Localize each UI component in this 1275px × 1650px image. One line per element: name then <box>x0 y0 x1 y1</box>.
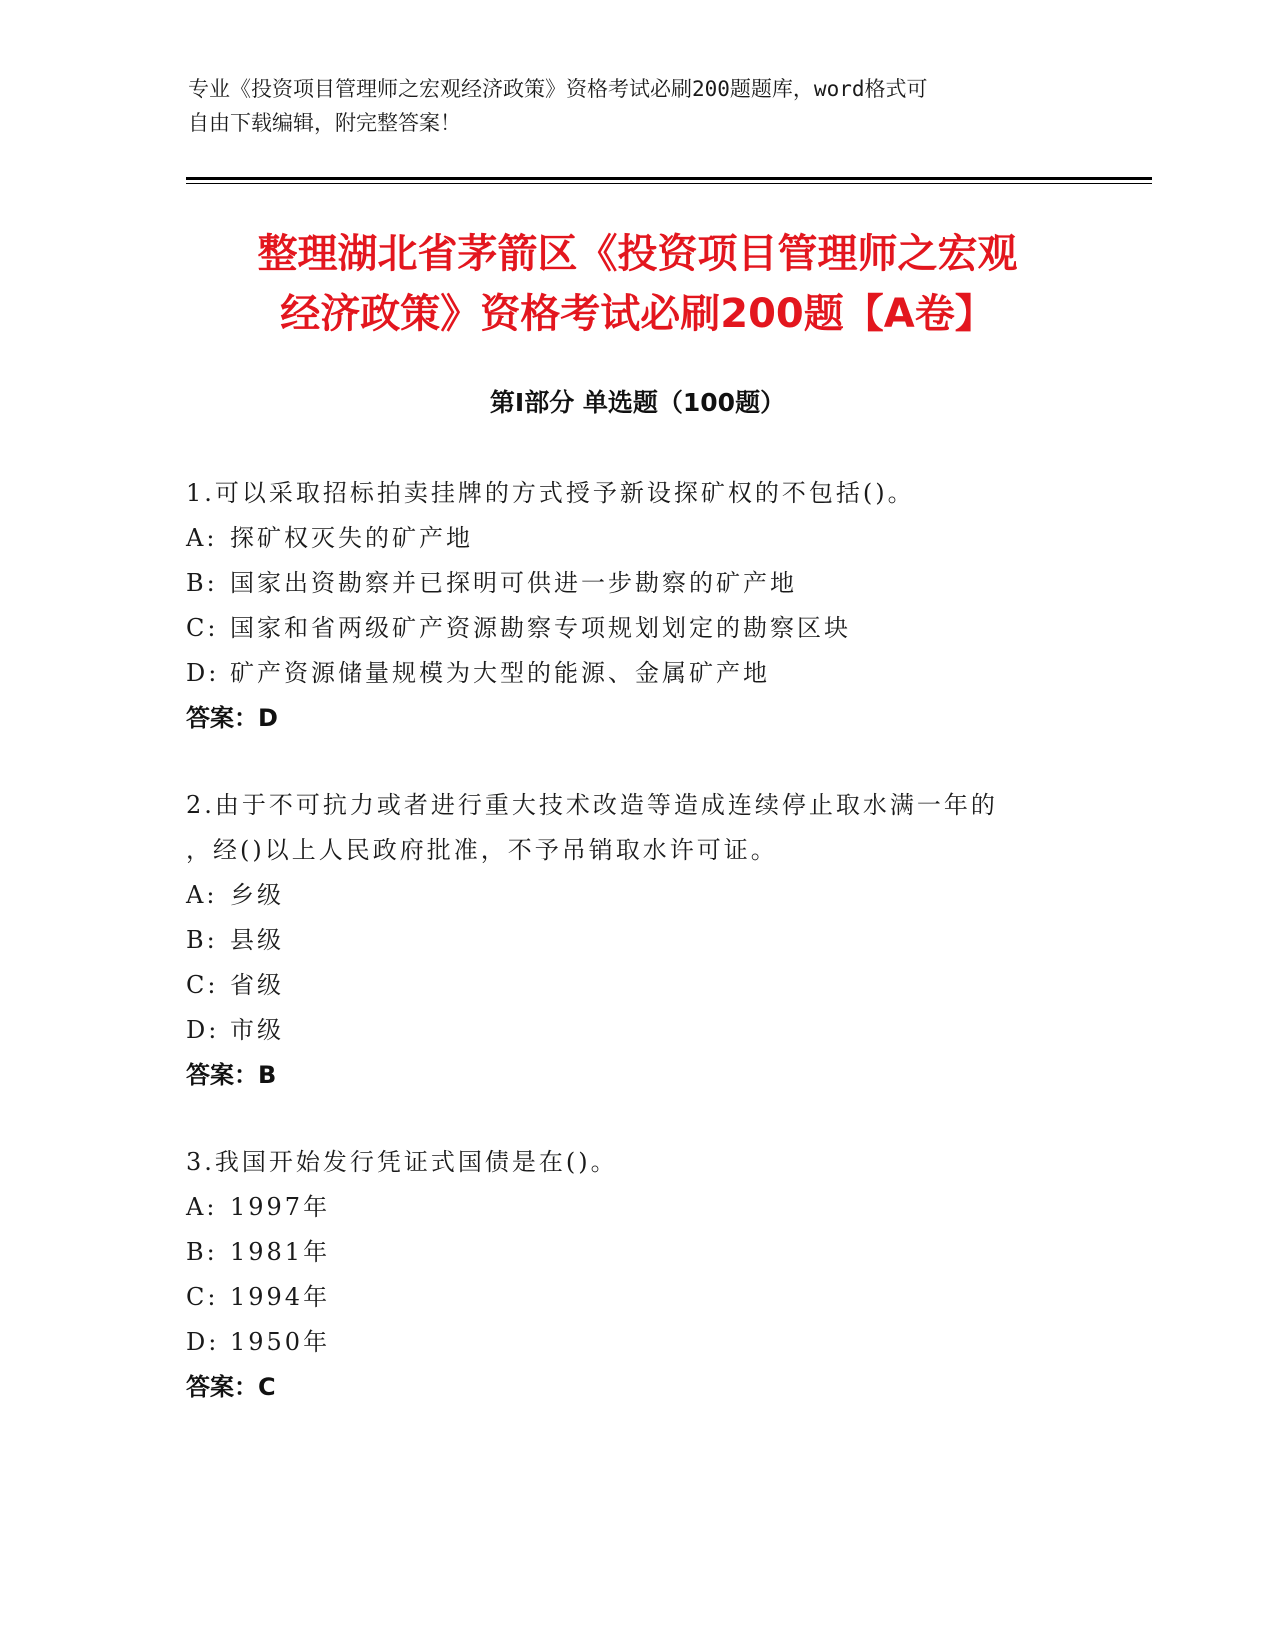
option-letter: C: <box>186 1283 219 1311</box>
option-letter: C: <box>186 971 219 999</box>
answer: 答案：C <box>186 1373 276 1401</box>
section-heading: 第Ⅰ部分 单选题（100题） <box>489 388 786 417</box>
option-d <box>186 1008 1086 1053</box>
option-letter: A: <box>186 524 218 552</box>
answer: 答案：D <box>186 704 278 732</box>
option-text: 1997年 <box>230 1193 331 1221</box>
question-stem: 1.可以采取招标拍卖挂牌的方式授予新设探矿权的不包括()。 <box>186 479 915 507</box>
question-1 <box>186 471 1086 741</box>
header-divider-thin <box>186 183 1152 184</box>
question-stem: 3.我国开始发行凭证式国债是在()。 <box>186 1148 618 1176</box>
option-text: 1950年 <box>230 1328 331 1356</box>
option-letter: C: <box>186 614 219 642</box>
option-letter: A: <box>186 881 218 909</box>
option-text: 矿产资源储量规模为大型的能源、金属矿产地 <box>230 659 770 687</box>
option-c <box>186 606 1086 651</box>
option-letter: B: <box>186 569 218 597</box>
option-b <box>186 561 1086 606</box>
option-b <box>186 918 1086 963</box>
option-d <box>186 1320 1086 1365</box>
option-a <box>186 873 1086 918</box>
option-letter: B: <box>186 926 218 954</box>
header-note-line-2: 自由下载编辑，附完整答案！ <box>188 111 461 135</box>
option-letter: D: <box>186 1016 220 1044</box>
question-list <box>186 471 1086 1452</box>
option-text: 市级 <box>230 1016 284 1044</box>
option-a <box>186 1185 1086 1230</box>
header-note-line-1: 专业《投资项目管理师之宏观经济政策》资格考试必刷200题题库，word格式可 <box>188 77 928 101</box>
title-line-2: 经济政策》资格考试必刷200题【A卷】 <box>280 291 995 337</box>
option-text: 1994年 <box>230 1283 331 1311</box>
option-a <box>186 516 1086 561</box>
option-text: 省级 <box>230 971 284 999</box>
option-letter: D: <box>186 1328 220 1356</box>
question-stem-line-2: ，经()以上人民政府批准，不予吊销取水许可证。 <box>186 836 778 864</box>
option-d <box>186 651 1086 696</box>
option-letter: A: <box>186 1193 218 1221</box>
title-line-1: 整理湖北省茅箭区《投资项目管理师之宏观 <box>257 231 1018 277</box>
option-b <box>186 1230 1086 1275</box>
option-letter: B: <box>186 1238 218 1266</box>
option-c <box>186 963 1086 1008</box>
option-text: 国家出资勘察并已探明可供进一步勘察的矿产地 <box>230 569 797 597</box>
option-text: 国家和省两级矿产资源勘察专项规划划定的勘察区块 <box>230 614 851 642</box>
answer: 答案：B <box>186 1061 277 1089</box>
header-note <box>188 72 1068 140</box>
document-title <box>150 224 1125 344</box>
option-text: 乡级 <box>230 881 284 909</box>
question-3 <box>186 1140 1086 1410</box>
question-stem-line-1: 2.由于不可抗力或者进行重大技术改造等造成连续停止取水满一年的 <box>186 791 998 819</box>
option-letter: D: <box>186 659 220 687</box>
option-text: 县级 <box>230 926 284 954</box>
option-c <box>186 1275 1086 1320</box>
option-text: 1981年 <box>230 1238 331 1266</box>
header-divider-thick <box>186 177 1152 180</box>
option-text: 探矿权灭失的矿产地 <box>230 524 473 552</box>
question-2 <box>186 783 1086 1098</box>
